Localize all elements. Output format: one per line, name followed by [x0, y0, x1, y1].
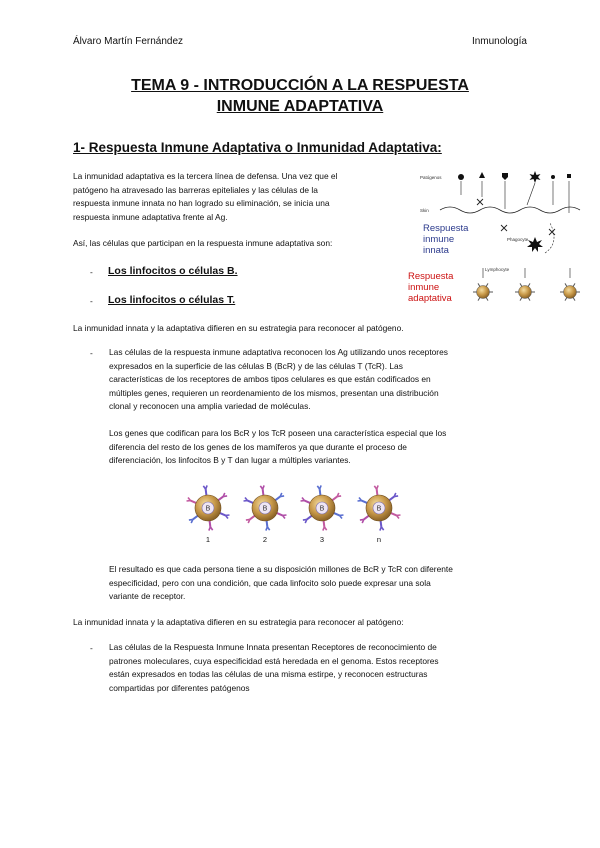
intro-line: respuesta inmune adaptativa frente al Ag. — [73, 211, 228, 222]
receptor-stem — [389, 497, 394, 501]
list-item-b-cells: Los linfocitos o células B. — [108, 265, 238, 277]
list-item-t-cells: Los linfocitos o células T. — [108, 294, 236, 306]
phagocyte-label: Phagocyte — [507, 237, 529, 242]
receptor-stem — [220, 513, 226, 515]
receptor-stem — [275, 497, 280, 501]
pathogen-icon — [479, 172, 485, 178]
phagocyte-path — [545, 223, 554, 253]
header-author: Álvaro Martín Fernández — [73, 36, 184, 47]
receptor-paragraph — [109, 346, 529, 414]
receptor-line: expresados en la superficie de las células B (BcR) y de las células T (TcR). Las — [109, 360, 403, 371]
pathogen-icon — [530, 171, 541, 183]
immune-response-figure — [405, 165, 585, 315]
receptor-arm — [203, 486, 205, 489]
receptor-stem — [391, 513, 397, 515]
cell-caption: n — [376, 535, 382, 544]
cell-caption: 1 — [205, 535, 211, 544]
innate-paragraph — [109, 641, 529, 695]
result-line: especificidad, pero con una condición, que cada linfocito solo puede expresar una sola — [109, 577, 431, 588]
receptor-line: características de los receptores de ambos tipos celulares es que están codificados en — [109, 374, 431, 385]
result-line: El resultado es que cada persona tiene a su disposición millones de BcR y TcR con diferente — [109, 564, 453, 574]
pathogen-icon — [567, 174, 571, 178]
receptor-stem — [361, 501, 367, 503]
receptor-stem — [206, 489, 207, 495]
small-lymphocyte — [560, 268, 580, 301]
lymphocyte-cell — [187, 485, 230, 544]
cell-letter: B — [319, 505, 325, 513]
receptor-line: clonal y reconocen una amplia variedad de moléculas. — [109, 401, 311, 412]
result-paragraph — [109, 563, 529, 604]
receptor-stem — [320, 489, 321, 495]
receptor-stem — [304, 501, 310, 503]
receptor-stem — [332, 497, 337, 501]
receptor-stem — [218, 497, 223, 501]
cell-letter: B — [205, 505, 211, 513]
result-line: variante de receptor. — [109, 591, 186, 602]
small-cell-body — [564, 286, 577, 299]
receptor-line: múltiples genes, requieren un reordenamiento de los mismos, presentan una distribución — [109, 387, 439, 398]
lymphocyte-label: Lymphocyte — [485, 267, 510, 272]
receptor-stem — [263, 489, 264, 495]
genes-line: Los genes que codifican para los BcR y los TcR poseen una característica especial que los — [109, 428, 447, 438]
title-line-2: INMUNE ADAPTATIVA — [216, 98, 384, 115]
lymphocyte-cell — [358, 485, 401, 544]
lymphocyte-figure — [180, 482, 420, 548]
skin-barrier — [440, 207, 580, 213]
receptor-arm — [210, 527, 212, 530]
receptor-stem — [267, 521, 268, 527]
receptor-stem — [250, 516, 255, 520]
label-adaptive-line: adaptativa — [408, 293, 452, 304]
receptor-stem — [364, 516, 369, 520]
label-innate-response — [423, 223, 468, 256]
lymphocyte-cell — [244, 485, 287, 544]
cell-letter: B — [262, 505, 268, 513]
receptor-stem — [193, 516, 198, 520]
cells-intro: Así, las células que participan en la respuesta inmune adaptativa son: — [73, 238, 333, 248]
receptor-arm — [267, 527, 269, 530]
genes-line: diferencia del resto de los genes de los mamíferos ya que durante el proceso de — [109, 441, 407, 452]
header-subject: Inmunología — [471, 36, 527, 47]
receptor-stem — [210, 521, 211, 527]
cell-caption: 3 — [319, 535, 325, 544]
intro-paragraph — [73, 170, 403, 224]
receptor-arm — [381, 527, 383, 530]
pathogen-icon — [458, 174, 464, 180]
receptor-stem — [381, 521, 382, 527]
lymphocyte-cell — [301, 485, 344, 544]
bullet-dash: - — [90, 296, 93, 306]
genes-paragraph — [109, 427, 529, 468]
receptor-stem — [277, 513, 283, 515]
receptor-stem — [190, 501, 196, 503]
receptor-line: Las células de la respuesta inmune adaptativa reconocen los Ag utilizando unos receptores — [109, 347, 448, 357]
page-title — [0, 75, 600, 117]
pathogen-arrows — [461, 181, 569, 213]
receptor-stem — [377, 489, 378, 495]
bullet-dash: - — [90, 267, 93, 277]
small-lymphocyte — [515, 268, 535, 301]
label-adaptive-line: inmune — [408, 282, 440, 293]
label-adaptive-response — [408, 271, 453, 304]
cell-caption: 2 — [262, 535, 268, 544]
intro-line: respuesta inmune innata no han logrado su eliminación, se inicia una — [73, 198, 330, 209]
innate-line: Las células de la Respuesta Inmune Innata presentan Receptores de reconocimiento de — [109, 642, 437, 652]
receptor-stem — [324, 521, 325, 527]
small-lymphocyte — [473, 268, 493, 301]
cell-letter: B — [376, 505, 382, 513]
blocked-marks — [477, 199, 555, 235]
intro-line: La inmunidad adaptativa es la tercera línea de defensa. Una vez que el — [73, 171, 338, 181]
pathogen-icon — [502, 173, 508, 180]
strategy-sentence: La inmunidad innata y la adaptativa difieren en su estrategia para reconocer al patógeno. — [73, 323, 404, 333]
section-heading: 1- Respuesta Inmune Adaptativa o Inmunidad Adaptativa: — [73, 140, 442, 155]
label-innate-line: Respuesta — [423, 223, 469, 234]
receptor-arm — [324, 527, 326, 530]
genes-line: diferenciación, los linfocitos B y T dan lugar a múltiples variantes. — [109, 455, 351, 466]
receptor-stem — [307, 516, 312, 520]
receptor-arm — [374, 486, 376, 489]
strategy-sentence-2: La inmunidad innata y la adaptativa difieren en su estrategia para reconocer al patógeno: — [73, 617, 404, 627]
bullet-dash: - — [90, 643, 93, 653]
title-line-1: TEMA 9 - INTRODUCCIÓN A LA RESPUESTA — [131, 77, 469, 94]
pathogens-label: Patógenos — [420, 175, 442, 180]
innate-line: compartidas por diferentes patógenos — [109, 682, 250, 693]
receptor-stem — [334, 513, 340, 515]
label-innate-line: innata — [423, 245, 449, 256]
small-cell-body — [519, 286, 532, 299]
intro-line: patógeno ha atravesado las barreras epiteliales y las células de la — [73, 184, 318, 195]
receptor-arm — [260, 486, 262, 489]
phagocyte-icon — [527, 237, 543, 252]
skin-label: Skin — [420, 208, 429, 213]
innate-line: patrones moleculares, cuya especificidad está heredada en el genoma. Estos receptores — [109, 655, 439, 666]
innate-line: están expresados en todas las células de una misma estirpe, y reconocen estructuras — [109, 669, 428, 680]
label-innate-line: inmune — [423, 234, 455, 245]
receptor-arm — [317, 486, 319, 489]
bullet-dash: - — [90, 348, 93, 358]
pathogen-icon — [551, 175, 555, 179]
receptor-stem — [247, 501, 253, 503]
small-cell-body — [477, 286, 490, 299]
label-adaptive-line: Respuesta — [408, 271, 454, 282]
